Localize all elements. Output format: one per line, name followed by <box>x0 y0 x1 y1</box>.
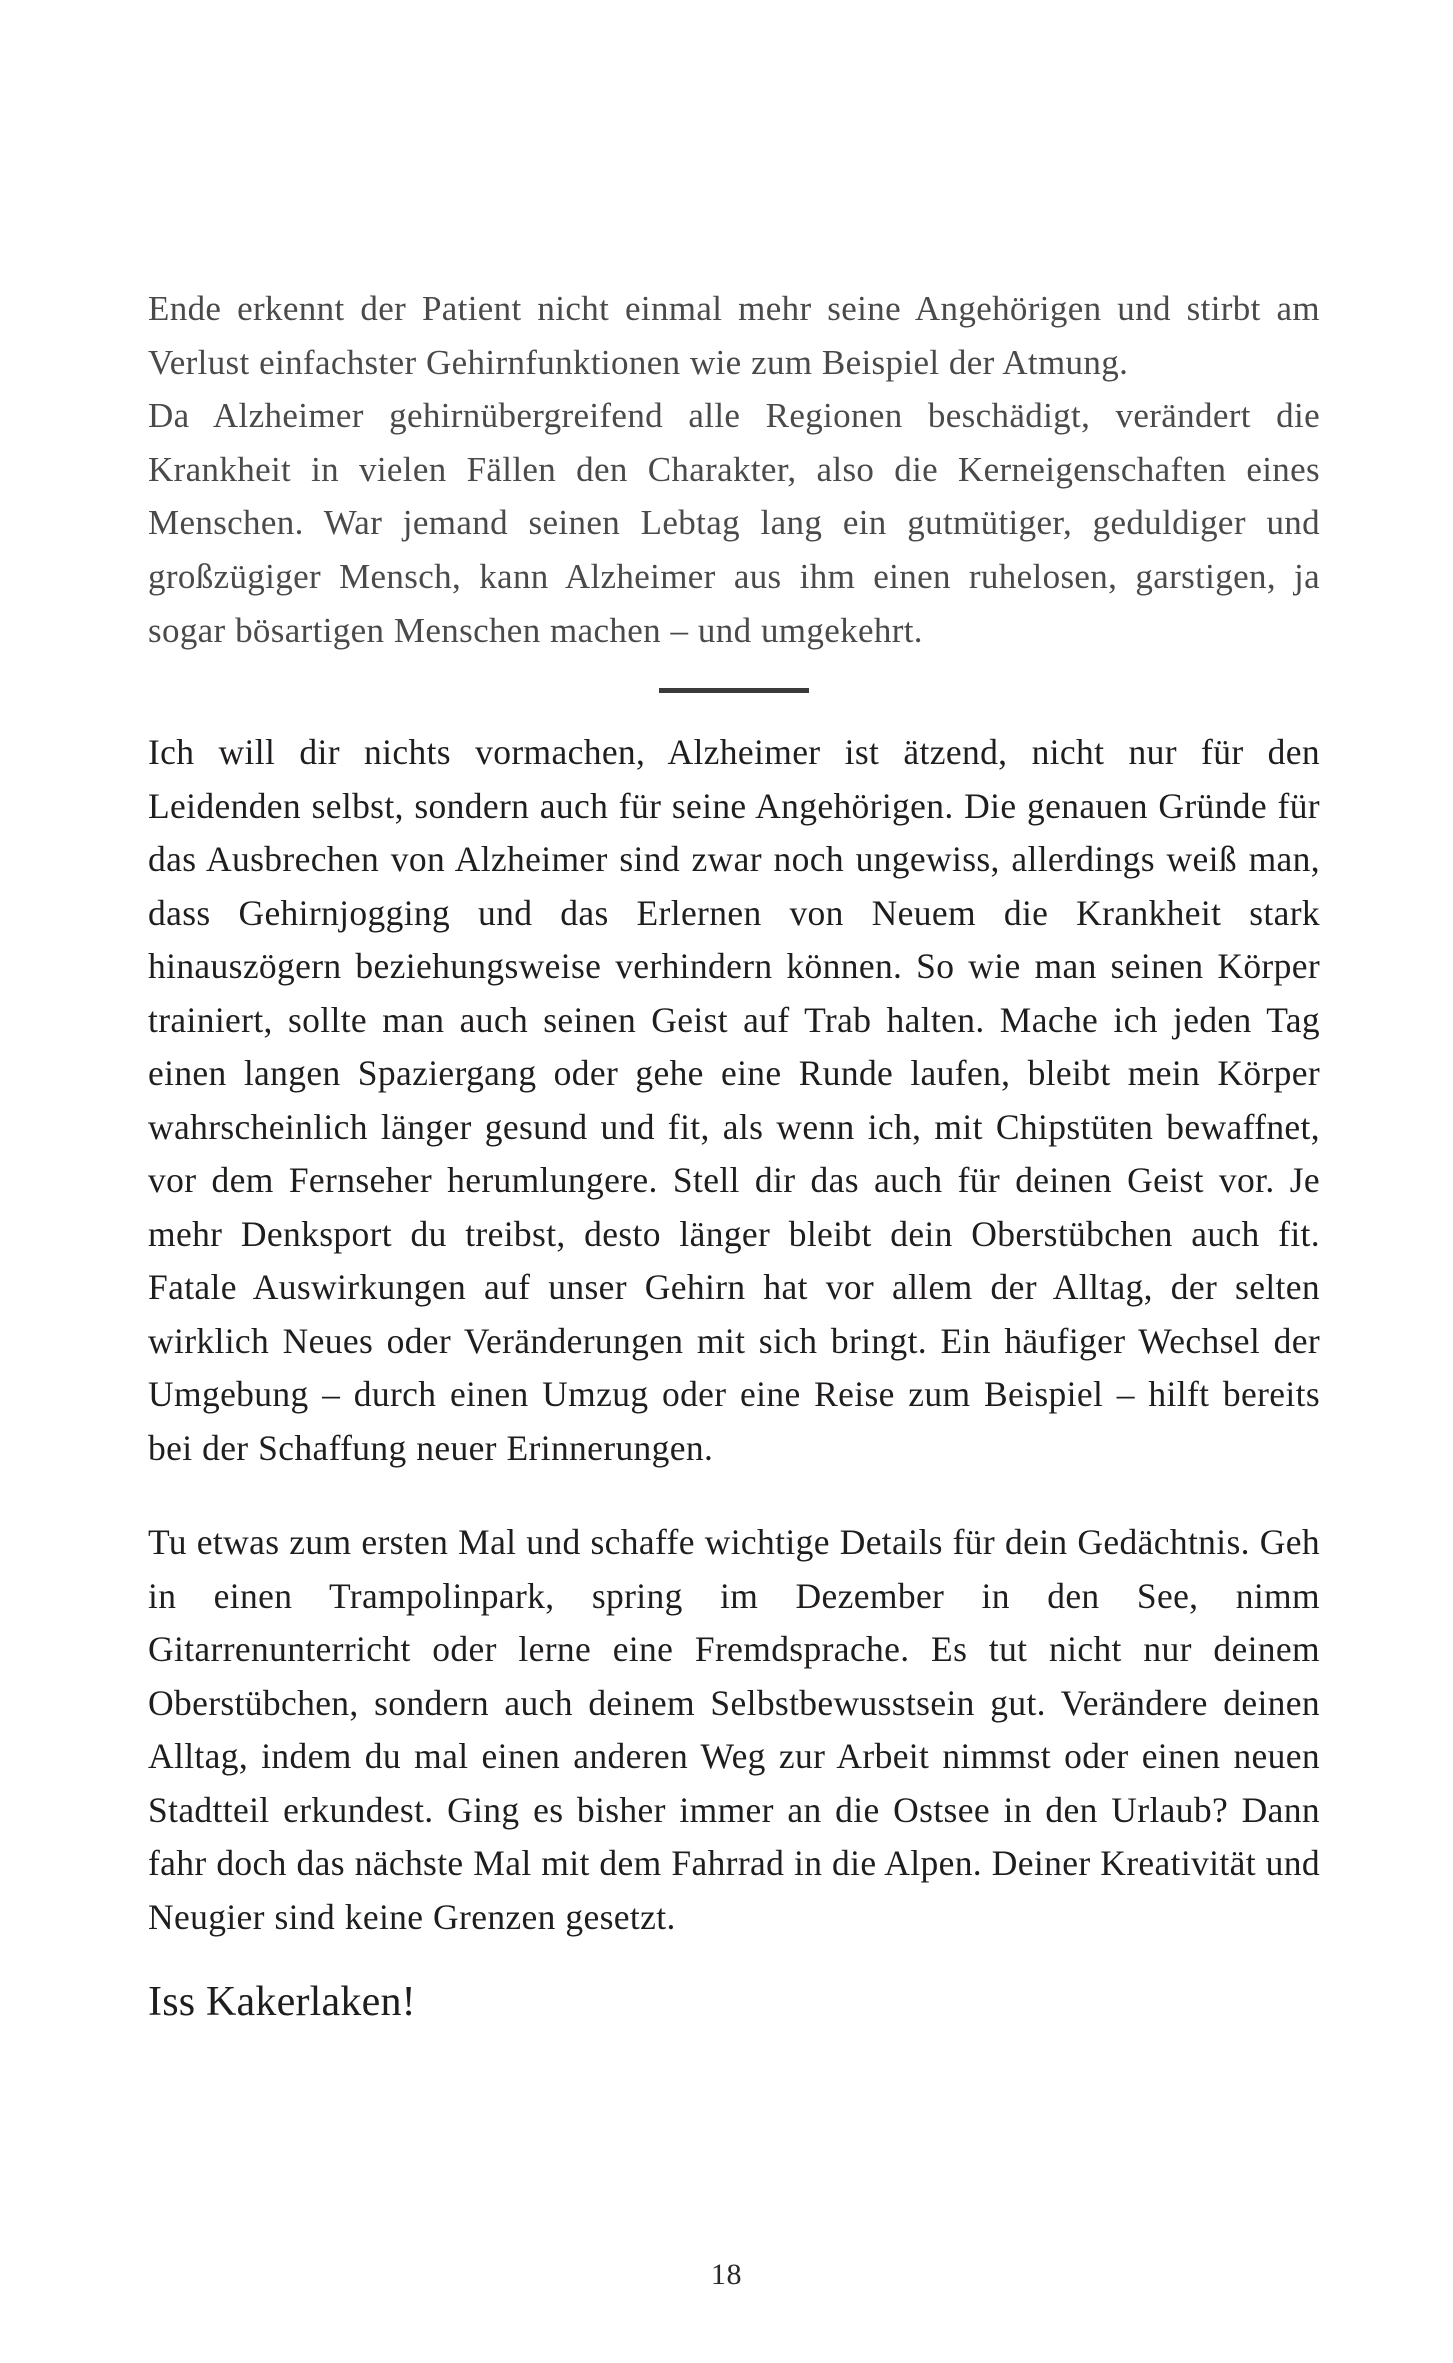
paragraph-body-1: Ich will dir nichts vormachen, Alzheimer ist ätzend, nicht nur für den Leidenden selbst, sondern auch für seine Angehörigen. Die genauen Gründe für das Ausbrechen von Alzheimer sind zwar noch ungewiss, allerdings weiß man, dass Gehirnjogging und das Erlernen von Neuem die Krankheit stark hinauszögern beziehungsweise verhindern können. So wie man seinen Körper trainiert, sollte man auch seinen Geist auf Trab halten. Mache ich jeden Tag einen langen Spaziergang oder gehe eine Runde laufen, bleibt mein Körper wahrscheinlich länger gesund und fit, als wenn ich, mit Chipstüten bewaffnet, vor dem Fernseher herumlungere. Stell dir das auch für deinen Geist vor. Je mehr Denksport du treibst, desto länger bleibt dein Oberstübchen auch fit. Fatale Auswirkungen auf unser Gehirn hat vor allem der Alltag, der selten wirklich Neues oder Veränderungen mit sich bringt. Ein häufiger Wechsel der Umgebung – durch einen Umzug oder eine Reise zum Beispiel – hilft bereits bei der Schaffung neuer Erinnerungen. <box>148 732 1320 1468</box>
divider-rule-icon <box>659 688 809 693</box>
paragraph-continuation-1: Ende erkennt der Patient nicht einmal mehr seine Angehörigen und stirbt am Verlust einfachster Gehirnfunktionen wie zum Beispiel der Atmung. <box>148 289 1320 382</box>
section-heading: Iss Kakerlaken! <box>148 1979 416 2025</box>
section-divider <box>148 688 1320 693</box>
text-column <box>148 282 1320 1944</box>
paragraph-continuation-2: Da Alzheimer gehirnübergreifend alle Regionen beschädigt, verändert die Krankheit in vielen Fällen den Charakter, also die Kerneigenschaften eines Menschen. War jemand seinen Lebtag lang ein gutmütiger, geduldiger und großzügiger Mensch, kann Alzheimer aus ihm einen ruhelosen, garstigen, ja sogar bösartigen Menschen machen – und umgekehrt. <box>148 396 1320 650</box>
page-number: 18 <box>710 2258 743 2291</box>
paragraph-body-2: Tu etwas zum ersten Mal und schaffe wichtige Details für dein Gedächtnis. Geh in einen Trampolinpark, spring im Dezember in den See, nimm Gitarrenunterricht oder lerne eine Fremdsprache. Es tut nicht nur deinem Oberstübchen, sondern auch deinem Selbstbewusstsein gut. Verändere deinen Alltag, indem du mal einen anderen Weg zur Arbeit nimmst oder einen neuen Stadtteil erkundest. Ging es bisher immer an die Ostsee in den Urlaub? Dann fahr doch das nächste Mal mit dem Fahrrad in die Alpen. Deiner Kreativität und Neugier sind keine Grenzen gesetzt. <box>148 1522 1320 1937</box>
